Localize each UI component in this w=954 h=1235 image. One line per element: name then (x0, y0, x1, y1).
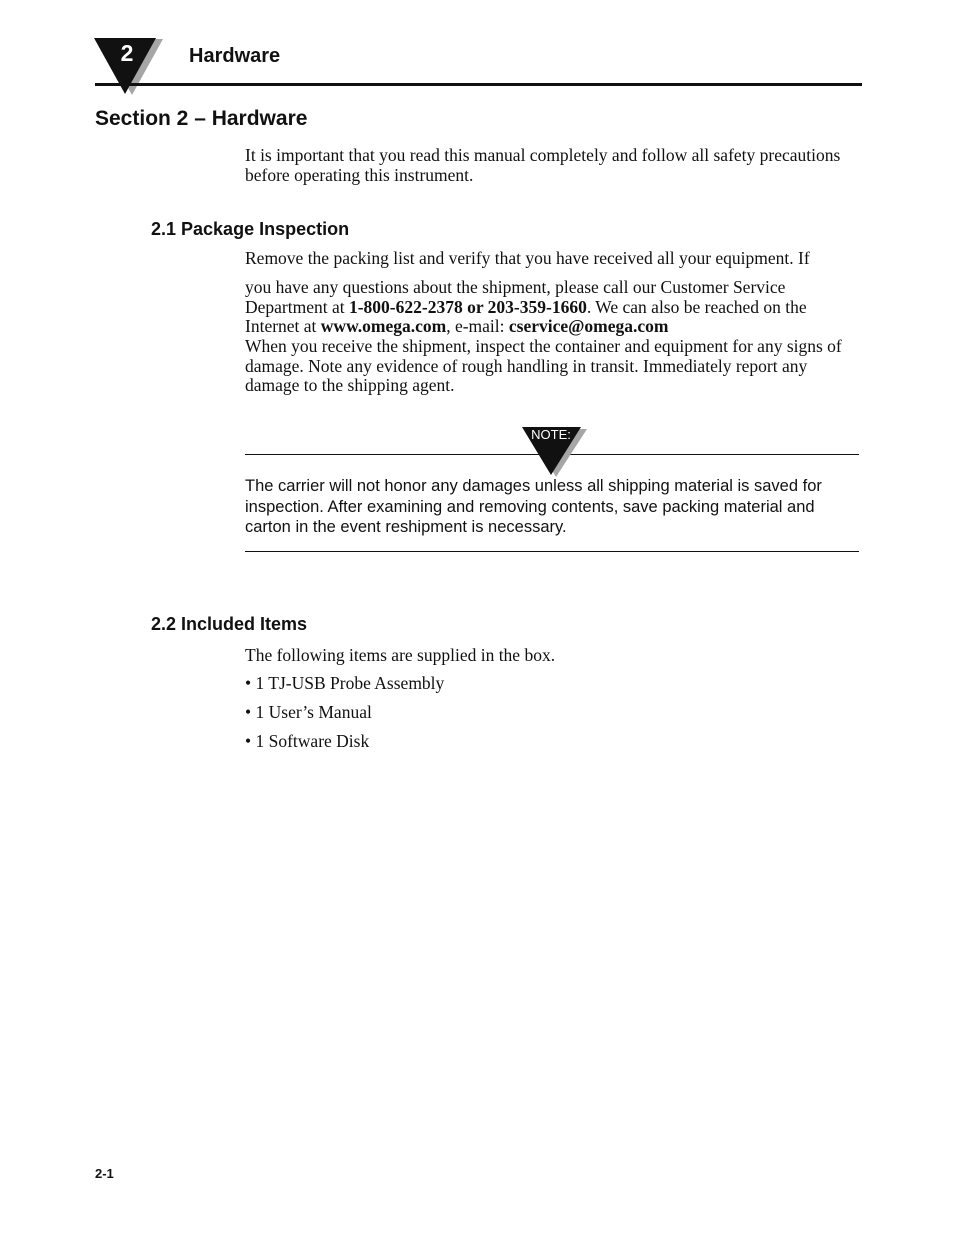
header-divider (95, 83, 862, 86)
website-link[interactable]: www.omega.com (320, 316, 447, 336)
note-text: The carrier will not honor any damages unless all shipping material is saved for inspection. After examining and removing contents, save packing material and carton in the event reshipment is necessary. (245, 477, 822, 536)
section-title: Section 2 – Hardware (95, 107, 308, 130)
email-label: , e-mail: (446, 316, 509, 336)
inspection-damage-paragraph: When you receive the shipment, inspect the container and equipment for any signs of damage. Note any evidence of rough handling in transit. Immediately report any damage to the shipping agent. (245, 336, 842, 395)
contact-text-start: you have any questions about the shipment, please call our Customer Service Department at (245, 277, 786, 317)
note-bottom-rule (245, 551, 859, 552)
email-link[interactable]: cservice@omega.com (508, 316, 669, 336)
phone-numbers: 1-800-622-2378 or 203-359-1660 (348, 296, 587, 317)
page-number: 2-1 (95, 1166, 114, 1181)
list-item: • 1 User’s Manual (245, 702, 372, 722)
contact-text-mid: . We can also be reached on the Internet at (245, 296, 807, 336)
package-inspection-heading: 2.1 Package Inspection (151, 219, 350, 239)
chapter-title: Hardware (189, 45, 281, 67)
list-item: • 1 Software Disk (245, 731, 370, 751)
chapter-number: 2 (120, 40, 134, 66)
note-label: NOTE: (531, 427, 571, 442)
inspection-first-line: Remove the packing list and verify that you have received all your equipment. If (245, 248, 810, 268)
list-item: • 1 TJ-USB Probe Assembly (245, 673, 445, 693)
inspection-contact-paragraph (245, 278, 855, 337)
included-items-heading: 2.2 Included Items (151, 614, 308, 634)
included-items-intro: The following items are supplied in the box. (245, 645, 556, 665)
section-intro-paragraph: It is important that you read this manual completely and follow all safety precautions before operating this instrument. (245, 145, 841, 185)
